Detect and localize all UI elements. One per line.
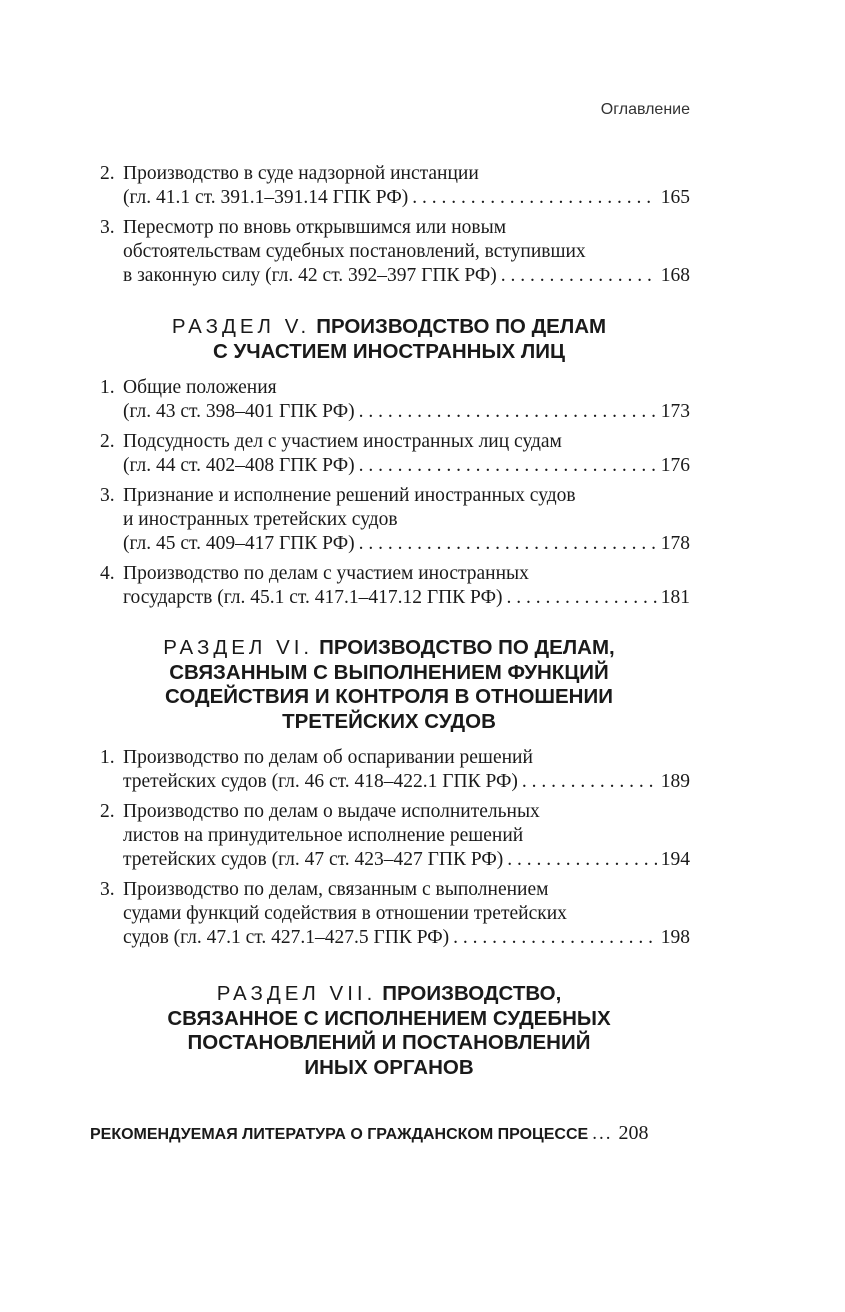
entry-text-line: судов (гл. 47.1 ст. 427.1–427.5 ГПК РФ) xyxy=(123,927,450,948)
section-label: РАЗДЕЛ V. xyxy=(171,315,311,338)
toc-group xyxy=(100,162,690,288)
entry-text-line: обстоятельствам судебных постановлений, вступивших xyxy=(123,241,586,262)
entry-text-line: Производство по делам с участием иностранных xyxy=(123,563,529,584)
running-head: Оглавление xyxy=(600,101,690,118)
entry-text-line: (гл. 41.1 ст. 391.1–391.14 ГПК РФ) xyxy=(123,187,409,208)
section-title-line: С УЧАСТИЕМ ИНОСТРАННЫХ ЛИЦ xyxy=(212,339,566,363)
leader-dots xyxy=(359,532,657,556)
toc-entry[interactable] xyxy=(100,216,690,288)
entry-number: 3. xyxy=(100,879,115,900)
leader-dots xyxy=(506,586,656,610)
toc-group xyxy=(100,376,690,610)
toc-entry[interactable] xyxy=(100,746,690,794)
leader-dots xyxy=(412,186,657,210)
entry-page-number: 189 xyxy=(660,771,690,792)
section-label: РАЗДЕЛ VII. xyxy=(216,982,377,1005)
entry-page-number: 176 xyxy=(660,455,690,476)
entry-text-line: (гл. 44 ст. 402–408 ГПК РФ) xyxy=(123,455,355,476)
entry-page-number: 198 xyxy=(660,927,690,948)
entry-text-line: государств (гл. 45.1 ст. 417.1–417.12 ГПК РФ) xyxy=(123,587,503,608)
entry-text-line: Пересмотр по вновь открывшимся или новым xyxy=(123,217,507,238)
entry-text-line: третейских судов (гл. 46 ст. 418–422.1 ГПК РФ) xyxy=(123,771,518,792)
leader-dots xyxy=(359,454,657,478)
entry-number: 3. xyxy=(100,485,115,506)
entry-page-number: 208 xyxy=(618,1122,649,1144)
entry-text-line: (гл. 45 ст. 409–417 ГПК РФ) xyxy=(123,533,355,554)
entry-text-line: Признание и исполнение решений иностранных судов xyxy=(123,485,576,506)
entry-text-line: судами функций содействия в отношении третейских xyxy=(123,903,567,924)
entry-number: 2. xyxy=(100,163,115,184)
section-title-line: ПРОИЗВОДСТВО ПО ДЕЛАМ, xyxy=(319,636,615,659)
section-label: РАЗДЕЛ VI. xyxy=(163,636,314,659)
toc-entry[interactable] xyxy=(100,562,690,610)
section-title-line: ИНЫХ ОРГАНОВ xyxy=(304,1055,474,1079)
literature-title: РЕКОМЕНДУЕМАЯ ЛИТЕРАТУРА О ГРАЖДАНСКОМ ПРОЦЕССЕ xyxy=(90,1126,589,1143)
recommended-literature-entry[interactable] xyxy=(90,1122,690,1145)
entry-number: 1. xyxy=(100,377,115,398)
section-title-line: ПРОИЗВОДСТВО, xyxy=(382,982,562,1005)
toc-entry[interactable] xyxy=(100,162,690,210)
section-heading[interactable] xyxy=(88,982,690,1080)
toc-entry[interactable] xyxy=(100,484,690,556)
toc-group xyxy=(100,746,690,950)
toc-content xyxy=(100,162,690,1080)
leader-dots: ... xyxy=(592,1123,613,1144)
entry-text-line: (гл. 43 ст. 398–401 ГПК РФ) xyxy=(123,401,355,422)
entry-text-line: Производство по делам, связанным с выполнением xyxy=(123,879,549,900)
entry-text-line: Производство по делам об оспаривании решений xyxy=(123,747,533,768)
entry-page-number: 165 xyxy=(660,187,690,208)
toc-entry[interactable] xyxy=(100,376,690,424)
section-title-line: СОДЕЙСТВИЯ И КОНТРОЛЯ В ОТНОШЕНИИ xyxy=(165,685,613,708)
entry-text-line: Производство по делам о выдаче исполнительных xyxy=(123,801,540,822)
entry-number: 2. xyxy=(100,801,115,822)
toc-entry[interactable] xyxy=(100,430,690,478)
section-title-line: ПОСТАНОВЛЕНИЙ И ПОСТАНОВЛЕНИЙ xyxy=(187,1031,591,1054)
entry-number: 2. xyxy=(100,431,115,452)
section-title-line: СВЯЗАННОЕ С ИСПОЛНЕНИЕМ СУДЕБНЫХ xyxy=(167,1006,611,1030)
section-heading[interactable] xyxy=(88,315,690,364)
entry-text-line: в законную силу (гл. 42 ст. 392–397 ГПК РФ) xyxy=(123,265,497,286)
entry-page-number: 194 xyxy=(660,849,690,870)
entry-text-line: третейских судов (гл. 47 ст. 423–427 ГПК РФ) xyxy=(123,849,504,870)
section-title-line: СВЯЗАННЫМ С ВЫПОЛНЕНИЕМ ФУНКЦИЙ xyxy=(169,660,609,684)
entry-page-number: 168 xyxy=(660,265,690,286)
entry-page-number: 178 xyxy=(660,533,690,554)
leader-dots xyxy=(359,400,657,424)
leader-dots xyxy=(501,264,657,288)
leader-dots xyxy=(453,926,657,950)
entry-text-line: Производство в суде надзорной инстанции xyxy=(123,163,479,184)
entry-text-line: и иностранных третейских судов xyxy=(123,509,398,530)
leader-dots xyxy=(522,770,657,794)
entry-text-line: Общие положения xyxy=(123,377,277,398)
toc-entry[interactable] xyxy=(100,800,690,872)
section-title-line: ПРОИЗВОДСТВО ПО ДЕЛАМ xyxy=(316,315,607,338)
entry-page-number: 181 xyxy=(660,587,690,608)
entry-text-line: листов на принудительное исполнение решений xyxy=(123,825,524,846)
toc-entry[interactable] xyxy=(100,878,690,950)
entry-page-number: 173 xyxy=(660,401,690,422)
entry-number: 3. xyxy=(100,217,115,238)
entry-number: 1. xyxy=(100,747,115,768)
entry-number: 4. xyxy=(100,563,115,584)
entry-text-line: Подсудность дел с участием иностранных лиц судам xyxy=(123,431,562,452)
section-heading[interactable] xyxy=(88,636,690,734)
section-title-line: ТРЕТЕЙСКИХ СУДОВ xyxy=(282,709,496,733)
leader-dots xyxy=(507,848,657,872)
